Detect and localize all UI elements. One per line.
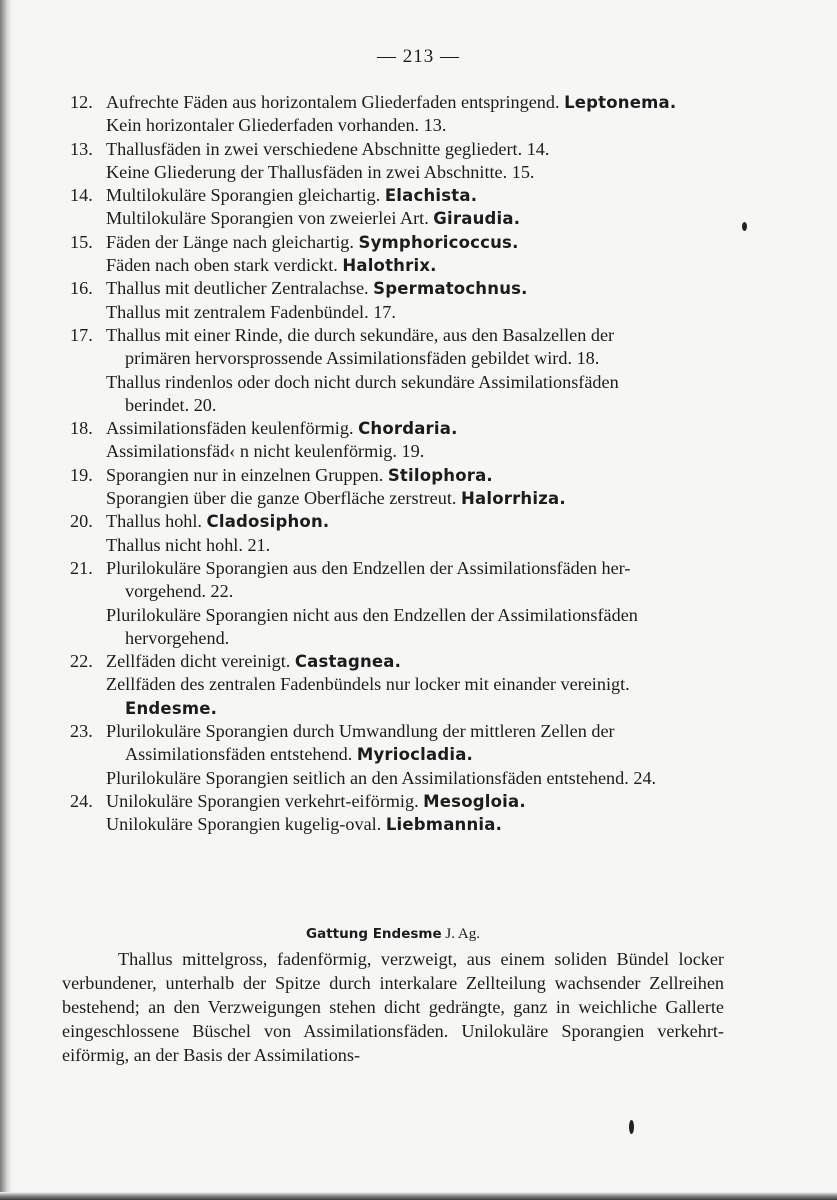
key-row [70,464,730,487]
ink-speck [629,1120,634,1134]
key-reference: 19. [401,441,425,462]
genus-name: Halorrhiza. [461,489,566,509]
key-reference: 21. [247,534,271,555]
key-row [70,254,730,277]
page-number: — 213 — [377,46,460,67]
key-text: Zellfäden dicht vereinigt. [106,651,291,672]
key-number: 16. [70,278,93,299]
section-genus-title: Gattung Endesme [306,926,442,942]
key-number: 19. [70,464,93,485]
determination-key [70,91,730,837]
key-number: 18. [70,418,93,439]
key-reference: 15. [511,161,535,182]
genus-name: Liebmannia. [385,815,503,835]
key-text: Sporangien über die ganze Oberfläche zerstreut. [106,488,457,509]
key-text: Keine Gliederung der Thallusfäden in zwei Abschnitte. [106,161,508,182]
key-text-line: Plurilokuläre Sporangien durch Umwandlung der mittleren Zellen der [106,721,615,742]
key-text-line: primären hervorsprossende Assimilationsfäden gebildet wird. [125,348,573,369]
key-reference: 13. [423,115,447,136]
key-text-line: vorgehend. [125,581,206,602]
genus-name: Chordaria. [358,419,458,439]
key-number: 23. [70,721,93,742]
genus-name: Mesogloia. [423,791,526,811]
key-text: Thallus nicht hohl. [106,534,243,555]
key-reference: 20. [193,394,217,415]
key-row [70,650,730,673]
key-row [70,184,730,207]
key-number: 13. [70,138,93,159]
key-text: Aufrechte Fäden aus horizontalem Gliederfaden entspringend. [106,92,560,112]
key-text: Assimilationsfäden keulenförmig. [106,418,354,439]
key-row [70,91,730,114]
key-row [70,231,730,254]
key-text: Assimilationsfäd‹ n nicht keulenförmig. [106,441,397,462]
key-number: 21. [70,557,93,578]
key-row [70,510,730,533]
genus-name: Endesme. [125,698,218,718]
genus-name: Myriocladia. [356,745,474,765]
key-text: Thallusfäden in zwei verschiedene Abschnitte gegliedert. [106,138,523,159]
key-text: Unilokuläre Sporangien kugelig-oval. [106,814,382,835]
key-row [70,417,730,440]
key-text-line: Plurilokuläre Sporangien nicht aus den Endzellen der Assimilationsfäden [106,604,638,625]
key-row [70,557,730,604]
section-title [62,926,724,943]
key-reference: 17. [373,301,396,322]
key-number: 17. [70,324,93,345]
key-text-line: Assimilationsfäden entstehend. [125,744,353,765]
genus-name: Spermatochnus. [373,279,528,299]
genus-name: Leptonema. [564,93,677,112]
genus-name: Halothrix. [342,256,437,276]
key-row [70,720,730,767]
genus-name: Stilophora. [387,465,493,485]
key-row [70,161,730,184]
key-reference: 14. [526,138,550,159]
key-text: Thallus mit zentralem Fadenbündel. [106,301,369,322]
key-row [70,534,730,557]
key-text-line: Zellfäden des zentralen Fadenbündels nur locker mit einander vereinigt. [106,674,630,695]
key-text-line: berindet. [125,394,190,415]
genus-name: Giraudia. [433,209,521,229]
key-text: Unilokuläre Sporangien verkehrt-eiförmig. [106,790,419,811]
key-number: 15. [70,231,93,252]
key-text: Fäden nach oben stark verdickt. [106,255,338,276]
key-text-line: Thallus rindenlos oder doch nicht durch sekundäre Assimilationsfäden [106,371,619,392]
key-row [70,440,730,463]
genus-name: Elachista. [384,186,478,206]
key-number: 22. [70,651,93,672]
section-body: Thallus mittelgross, fadenförmig, verzweigt, aus einem soliden Bündel locker verbundener, unterhalb der Spitze durch interkalare Zellteilung wachsender Zellreihen bestehend; an den Verzweigungen stehen dicht gedrängte, ganz in weichliche Gallerte eingeschlossene Büschel von Assimilationsfäden. Unilokuläre Sporangien verkehrt-eiförmig, an der Basis der Assimilations- [62,949,724,1065]
key-text: Multilokuläre Sporangien von zweierlei Art. [106,208,429,229]
key-row [70,813,730,836]
page-left-edge-shadow [0,0,12,1200]
key-reference: 22. [210,581,234,602]
key-number: 12. [70,92,93,112]
key-row [70,673,730,720]
key-text: Thallus mit deutlicher Zentralachse. [106,278,369,299]
key-text: Thallus hohl. [106,511,202,532]
key-text: Fäden der Länge nach gleichartig. [106,231,354,252]
key-reference: 24. [633,767,657,788]
key-row [70,487,730,510]
key-number: 24. [70,790,93,811]
key-row [70,277,730,300]
key-text-line: Thallus mit einer Rinde, die durch sekundäre, aus den Basalzellen der [106,324,615,345]
page-bottom-edge-shadow [0,1192,837,1200]
key-reference: 18. [576,348,600,369]
key-row [70,604,730,651]
key-number: 14. [70,185,93,206]
key-text: Plurilokuläre Sporangien seitlich an den Assimilationsfäden entstehend. [106,767,629,788]
key-row [70,207,730,230]
genus-name: Cladosiphon. [206,512,330,532]
key-row [70,767,730,790]
key-text-line: hervorgehend. [125,627,230,648]
key-row [70,114,730,137]
key-row [70,324,730,371]
key-text: Sporangien nur in einzelnen Gruppen. [106,464,384,485]
key-row [70,138,730,161]
key-text: Multilokuläre Sporangien gleichartig. [106,185,381,206]
ink-speck [742,222,747,231]
genus-section [62,926,724,1067]
genus-name: Symphoricoccus. [358,232,519,252]
key-row [70,371,730,418]
key-text: Kein horizontaler Gliederfaden vorhanden. [106,115,420,136]
key-row [70,301,730,324]
genus-name: Castagnea. [294,652,402,672]
key-text-line: Plurilokuläre Sporangien aus den Endzellen der Assimilationsfäden her- [106,557,631,578]
key-number: 20. [70,511,93,532]
section-author: J. Ag. [445,926,480,942]
key-row [70,790,730,813]
